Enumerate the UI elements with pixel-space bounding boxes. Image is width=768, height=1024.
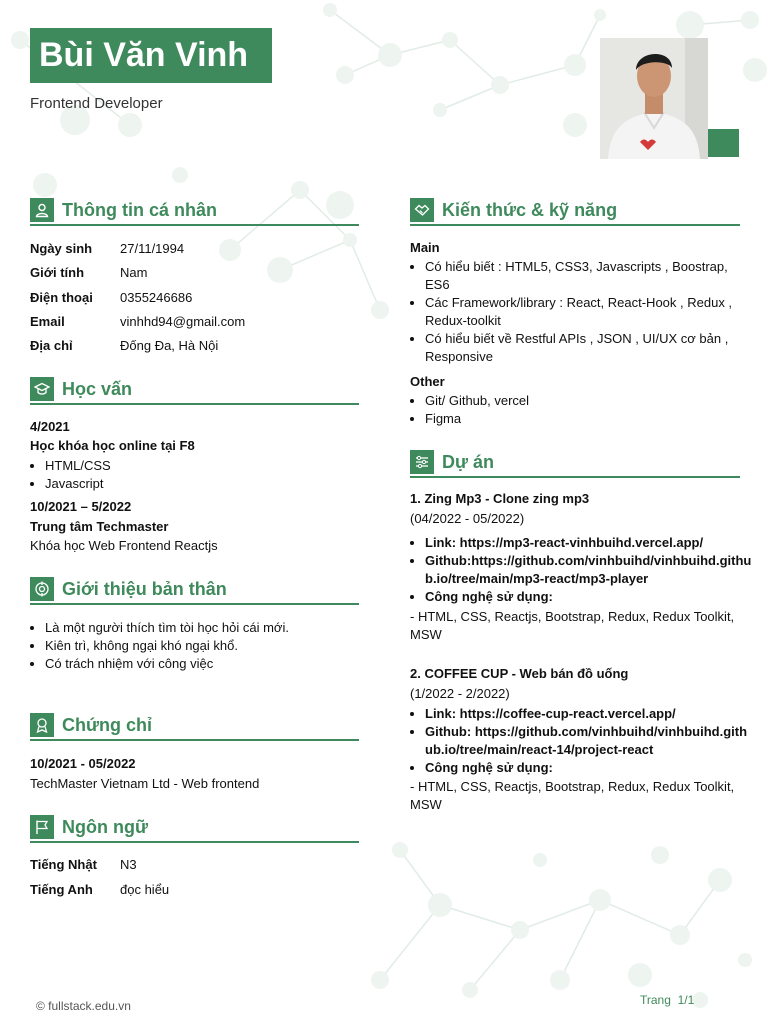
info-value: 27/11/1994 (120, 241, 185, 256)
language-label: Tiếng Nhật (30, 857, 97, 872)
section-title: Kiến thức & kỹ năng (442, 200, 618, 220)
handshake-icon (410, 198, 434, 222)
list-item: • Có hiểu biết : HTML5, CSS3, Javascripts , Boostrap, ES6 (425, 258, 745, 294)
about-list (30, 619, 289, 673)
section-title: Chứng chỉ (62, 715, 153, 735)
section-languages (30, 815, 359, 843)
list-item: • Git/ Github, vercel (425, 392, 529, 410)
section-personal-info (30, 198, 359, 226)
section-certificates (30, 713, 359, 741)
person-photo-illustration (600, 38, 708, 159)
info-label: Giới tính (30, 265, 85, 280)
email-value[interactable]: vinhhd94@gmail.com (120, 314, 246, 329)
skills-subheading: Other (410, 374, 445, 389)
profile-photo (600, 38, 708, 159)
award-icon (30, 713, 54, 737)
photo-accent-block (708, 129, 739, 157)
section-title: Dự án (442, 452, 495, 472)
education-date: 10/2021 – 5/2022 (30, 499, 132, 514)
section-about (30, 577, 359, 605)
project-tech: - HTML, CSS, Reactjs, Bootstrap, Redux, Redux Toolkit, MSW (410, 609, 735, 642)
info-value: 0355246686 (120, 290, 193, 305)
section-title: Thông tin cá nhân (62, 200, 217, 220)
footer-copyright: © fullstack.edu.vn (36, 999, 131, 1013)
list-item: • Kiên trì, không ngại khó ngại khổ. (45, 637, 289, 655)
project-details (410, 705, 753, 777)
candidate-name: Bùi Văn Vinh (30, 28, 272, 83)
project-github[interactable]: • Github: https://github.com/vinhbuihd/vinhbuihd.github.io/tree/main/react-14/project-react (425, 723, 753, 759)
project-link[interactable]: • Link: https://coffee-cup-react.vercel.app/ (425, 705, 753, 723)
page-number: Trang 1/1 (640, 993, 695, 1007)
section-divider (30, 739, 359, 741)
project-github[interactable]: • Github:https://github.com/vinhbuihd/vinhbuihd.github.io/tree/main/mp3-react/mp3-player (425, 552, 753, 588)
section-projects (410, 450, 740, 478)
job-title: Frontend Developer (30, 95, 163, 112)
list-item: • Có hiểu biết về Restful APIs , JSON , UI/UX cơ bản , Responsive (425, 330, 745, 366)
list-item: • Javascript (45, 475, 111, 493)
info-label: Điện thoại (30, 290, 93, 305)
info-value: Đống Đa, Hà Nội (120, 338, 219, 353)
list-item: • Có trách nhiệm với công việc (45, 655, 289, 673)
section-skills (410, 198, 740, 226)
section-divider (30, 224, 359, 226)
info-label: Địa chỉ (30, 338, 73, 353)
language-label: Tiếng Anh (30, 882, 93, 897)
project-period: (1/2022 - 2/2022) (410, 686, 510, 701)
flag-icon (30, 815, 54, 839)
section-divider (30, 841, 359, 843)
certificate-name: TechMaster Vietnam Ltd - Web frontend (30, 776, 260, 791)
list-item: • Các Framework/library : React, React-Hook , Redux , Redux-toolkit (425, 294, 745, 330)
info-label: Ngày sinh (30, 241, 93, 256)
education-school: Trung tâm Techmaster (30, 519, 169, 534)
info-value: Nam (120, 265, 148, 280)
target-icon (30, 577, 54, 601)
language-level: đọc hiểu (120, 882, 170, 897)
education-school: Học khóa học online tại F8 (30, 438, 195, 453)
project-link[interactable]: • Link: https://mp3-react-vinhbuihd.vercel.app/ (425, 534, 753, 552)
list-item: • HTML/CSS (45, 457, 111, 475)
project-title: 2. COFFEE CUP - Web bán đồ uống (410, 666, 629, 681)
education-course-list (30, 457, 111, 493)
project-tech-label: • Công nghệ sử dụng: (425, 759, 753, 777)
section-title: Học vấn (62, 379, 133, 399)
education-course: Khóa học Web Frontend Reactjs (30, 538, 218, 553)
education-date: 4/2021 (30, 419, 70, 434)
info-label: Email (30, 314, 65, 329)
language-level: N3 (120, 857, 137, 872)
project-tech: - HTML, CSS, Reactjs, Bootstrap, Redux, Redux Toolkit, MSW (410, 779, 735, 812)
section-divider (410, 476, 740, 478)
section-education (30, 377, 359, 405)
section-title: Ngôn ngữ (62, 817, 149, 837)
project-details (410, 534, 753, 606)
graduation-cap-icon (30, 377, 54, 401)
section-title: Giới thiệu bản thân (62, 579, 227, 599)
user-icon (30, 198, 54, 222)
skills-subheading: Main (410, 240, 440, 255)
section-divider (30, 403, 359, 405)
certificate-date: 10/2021 - 05/2022 (30, 756, 136, 771)
sliders-icon (410, 450, 434, 474)
project-period: (04/2022 - 05/2022) (410, 511, 525, 526)
project-tech-label: • Công nghệ sử dụng: (425, 588, 753, 606)
other-skills-list (410, 392, 529, 428)
project-title: 1. Zing Mp3 - Clone zing mp3 (410, 491, 590, 506)
list-item: • Figma (425, 410, 529, 428)
list-item: • Là một người thích tìm tòi học hỏi cái mới. (45, 619, 289, 637)
section-divider (30, 603, 359, 605)
main-skills-list (410, 258, 745, 366)
section-divider (410, 224, 740, 226)
